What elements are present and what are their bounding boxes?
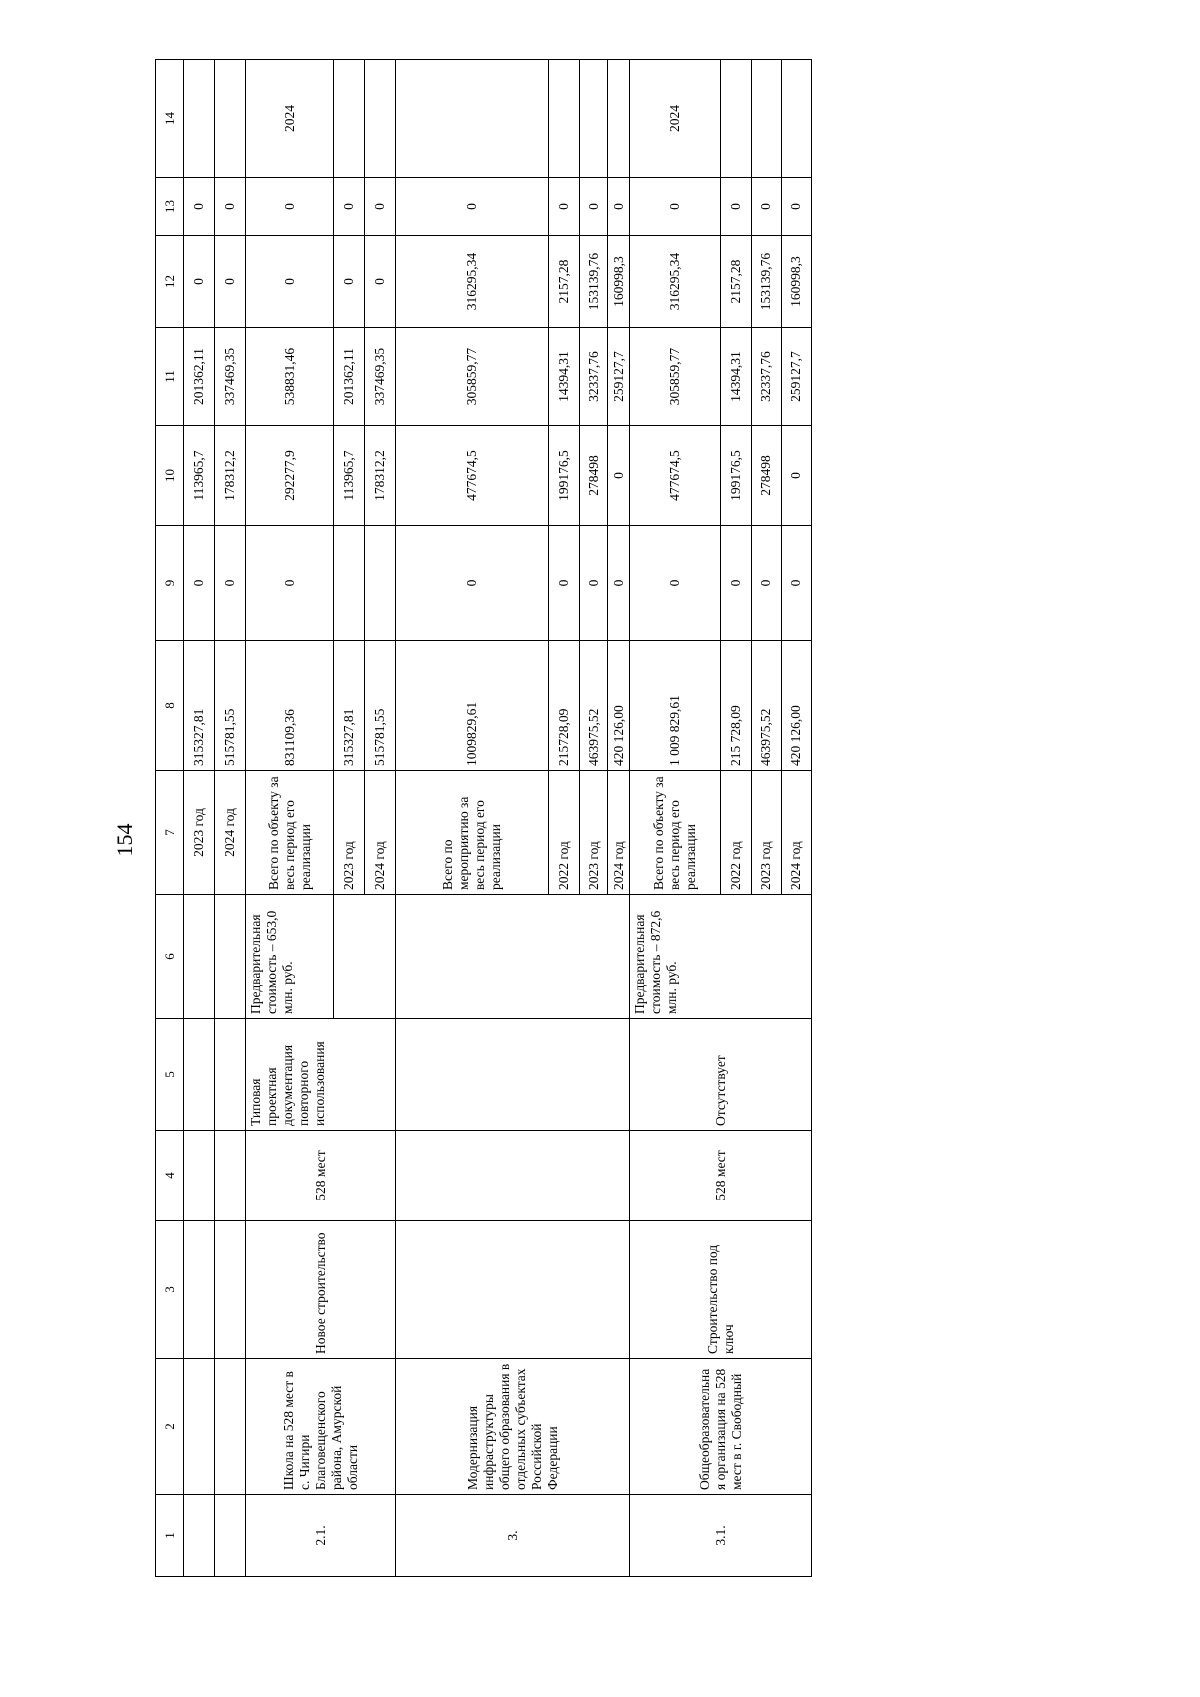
cell-value: 0 — [365, 236, 396, 328]
cell-value: 113965,7 — [334, 426, 365, 526]
cell-period: 2024 год — [607, 771, 630, 895]
page-number: 154 — [112, 823, 137, 857]
cell-value — [607, 60, 630, 178]
cell-value: 0 — [183, 178, 214, 236]
cell-object-name: Школа на 528 мест в с. Чигири Благовещенского района, Амурской области — [246, 1359, 396, 1495]
cell-value: 538831,46 — [246, 328, 334, 426]
cell-value: 0 — [183, 526, 214, 641]
cell-value: 337469,35 — [215, 328, 246, 426]
cell-value: 0 — [607, 526, 630, 641]
cell-value — [334, 526, 365, 641]
cell — [183, 1131, 214, 1221]
cell-value: 477674,5 — [396, 426, 548, 526]
cell — [396, 895, 630, 1019]
header-cell: 5 — [156, 1019, 184, 1131]
cell-value: 0 — [607, 426, 630, 526]
header-cell: 8 — [156, 641, 184, 771]
cell-completion-year: 2024 — [246, 60, 334, 178]
cell-value: 215728,09 — [548, 641, 579, 771]
cell-period: 2023 год — [580, 771, 608, 895]
cell-value: 201362,11 — [334, 328, 365, 426]
cell — [215, 1495, 246, 1577]
cell-value: 831109,36 — [246, 641, 334, 771]
cell-value — [781, 60, 811, 178]
cell — [183, 1495, 214, 1577]
table-row — [246, 60, 334, 1577]
cell-value: 316295,34 — [396, 236, 548, 328]
cell-documentation: Типовая проектная документация повторного использования — [246, 1019, 396, 1131]
cell-value: 215 728,09 — [720, 641, 751, 771]
cell-value: 292277,9 — [246, 426, 334, 526]
cell-value: 0 — [781, 178, 811, 236]
cell-item-number: 3. — [396, 1495, 630, 1577]
cell-value: 0 — [781, 426, 811, 526]
header-cell: 12 — [156, 236, 184, 328]
cell-value: 1 009 829,61 — [630, 641, 720, 771]
table-row — [215, 60, 246, 1577]
cell-value: 316295,34 — [630, 236, 720, 328]
cell-value: 32337,76 — [580, 328, 608, 426]
cell-value: 337469,35 — [365, 328, 396, 426]
cell-cost: Предварительная стоимость – 872,6 млн. руб. — [630, 895, 812, 1019]
cell-value: 420 126,00 — [607, 641, 630, 771]
table-row — [630, 60, 720, 1577]
cell-value — [580, 60, 608, 178]
cell-value: 0 — [215, 526, 246, 641]
cell-period: 2022 год — [548, 771, 579, 895]
header-row — [156, 60, 184, 1577]
cell-value: 0 — [246, 178, 334, 236]
cell-value: 2157,28 — [720, 236, 751, 328]
cell-value: 201362,11 — [183, 328, 214, 426]
cell-period: 2023 год — [183, 771, 214, 895]
header-cell: 4 — [156, 1131, 184, 1221]
cell-period: 2023 год — [751, 771, 781, 895]
cell-value: 315327,81 — [183, 641, 214, 771]
cell — [396, 1221, 630, 1359]
header-cell: 10 — [156, 426, 184, 526]
cell-value: 0 — [183, 236, 214, 328]
header-cell: 7 — [156, 771, 184, 895]
cell-value: 153139,76 — [580, 236, 608, 328]
cell-value — [215, 60, 246, 178]
cell-value: 0 — [548, 526, 579, 641]
header-cell: 11 — [156, 328, 184, 426]
cell — [183, 1221, 214, 1359]
cell — [215, 895, 246, 1019]
cell — [183, 1019, 214, 1131]
cell — [215, 1359, 246, 1495]
cell-value: 0 — [396, 178, 548, 236]
cell-value: 463975,52 — [751, 641, 781, 771]
cell-value — [334, 60, 365, 178]
table-row — [183, 60, 214, 1577]
cell-value: 0 — [215, 178, 246, 236]
cell-value: 2157,28 — [548, 236, 579, 328]
cell-value: 463975,52 — [580, 641, 608, 771]
cell-period: 2023 год — [334, 771, 365, 895]
cell — [215, 1131, 246, 1221]
cell-value — [396, 60, 548, 178]
cell-value: 515781,55 — [215, 641, 246, 771]
cell-value: 0 — [246, 526, 334, 641]
cell-cost: Предварительная стоимость – 653,0 млн. руб. — [246, 895, 334, 1019]
cell-value: 278498 — [751, 426, 781, 526]
cell — [183, 895, 214, 1019]
cell-period: Всего по объекту за весь период его реализации — [630, 771, 720, 895]
cell-value: 160998,3 — [607, 236, 630, 328]
cell-value: 14394,31 — [548, 328, 579, 426]
cell-value: 199176,5 — [548, 426, 579, 526]
cell-value: 0 — [751, 526, 781, 641]
cell-value — [183, 60, 214, 178]
cell-value: 259127,7 — [607, 328, 630, 426]
header-cell: 13 — [156, 178, 184, 236]
cell-object-name: Общеобразовательная организация на 528 мест в г. Свободный — [630, 1359, 812, 1495]
cell-value: 0 — [246, 236, 334, 328]
cell-item-number: 3.1. — [630, 1495, 812, 1577]
cell — [334, 895, 396, 1019]
header-cell: 1 — [156, 1495, 184, 1577]
cell — [215, 1221, 246, 1359]
cell-value: 515781,55 — [365, 641, 396, 771]
cell-value: 278498 — [580, 426, 608, 526]
cell-value: 0 — [580, 178, 608, 236]
cell-value: 259127,7 — [781, 328, 811, 426]
cell-value: 477674,5 — [630, 426, 720, 526]
cell-period: 2024 год — [365, 771, 396, 895]
cell — [396, 1131, 630, 1221]
cell-value: 315327,81 — [334, 641, 365, 771]
cell-object-name: Модернизация инфраструктуры общего образования в отдельных субъектах Российской Федерации — [396, 1359, 630, 1495]
header-cell: 14 — [156, 60, 184, 178]
cell-value: 0 — [215, 236, 246, 328]
cell-value: 0 — [630, 178, 720, 236]
cell-value: 32337,76 — [751, 328, 781, 426]
cell-period: Всего по мероприятию за весь период его реализации — [396, 771, 548, 895]
cell-value — [365, 526, 396, 641]
cell-value: 0 — [630, 526, 720, 641]
header-cell: 3 — [156, 1221, 184, 1359]
header-cell: 6 — [156, 895, 184, 1019]
cell — [215, 1019, 246, 1131]
cell-period: Всего по объекту за весь период его реализации — [246, 771, 334, 895]
cell-completion-year: 2024 — [630, 60, 720, 178]
cell-value: 113965,7 — [183, 426, 214, 526]
cell-value — [365, 60, 396, 178]
rotated-table-container — [155, 60, 812, 1577]
cell-value: 0 — [334, 236, 365, 328]
cell-capacity: 528 мест — [630, 1131, 812, 1221]
cell-value — [548, 60, 579, 178]
cell-value: 199176,5 — [720, 426, 751, 526]
header-cell: 9 — [156, 526, 184, 641]
cell-value: 0 — [781, 526, 811, 641]
cell-value: 0 — [365, 178, 396, 236]
cell-period: 2022 год — [720, 771, 751, 895]
cell-value: 1009829,61 — [396, 641, 548, 771]
cell-value — [751, 60, 781, 178]
cell-value: 0 — [720, 526, 751, 641]
cell-work-type: Строительство под ключ — [630, 1221, 812, 1359]
cell-value: 305859,77 — [396, 328, 548, 426]
cell-period: 2024 год — [781, 771, 811, 895]
cell-capacity: 528 мест — [246, 1131, 396, 1221]
cell-value: 0 — [720, 178, 751, 236]
cell-value: 0 — [580, 526, 608, 641]
cell-value: 178312,2 — [365, 426, 396, 526]
cell-value: 153139,76 — [751, 236, 781, 328]
cell-value: 305859,77 — [630, 328, 720, 426]
cell-value: 178312,2 — [215, 426, 246, 526]
cell-value: 420 126,00 — [781, 641, 811, 771]
cell-value: 0 — [548, 178, 579, 236]
cell-value — [720, 60, 751, 178]
header-cell: 2 — [156, 1359, 184, 1495]
cell-value: 0 — [607, 178, 630, 236]
cell — [183, 1359, 214, 1495]
cell-documentation: Отсутствует — [630, 1019, 812, 1131]
cell-item-number: 2.1. — [246, 1495, 396, 1577]
cell-work-type: Новое строительство — [246, 1221, 396, 1359]
cell-period: 2024 год — [215, 771, 246, 895]
table-row — [396, 60, 548, 1577]
cell-value: 14394,31 — [720, 328, 751, 426]
cell-value: 160998,3 — [781, 236, 811, 328]
cell-value: 0 — [751, 178, 781, 236]
data-table — [155, 59, 812, 1577]
cell-value: 0 — [334, 178, 365, 236]
cell — [396, 1019, 630, 1131]
cell-value: 0 — [396, 526, 548, 641]
